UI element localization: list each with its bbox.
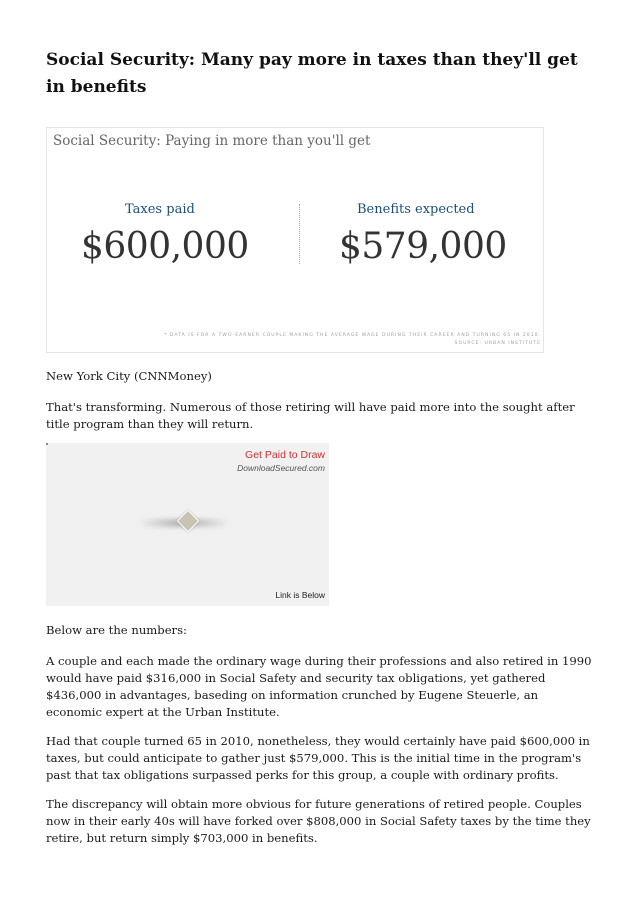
ad-subtitle[interactable]: DownloadSecured.com — [237, 463, 325, 473]
infographic-footnote: * DATA IS FOR A TWO-EARNER COUPLE MAKING THE AVERAGE WAGE DURING THEIR CAREER AND TURNING 65 IN 2010. — [164, 333, 541, 338]
benefits-expected-label: Benefits expected — [357, 202, 475, 217]
diamond-icon — [177, 510, 200, 533]
article-title: Social Security: Many pay more in taxes than they'll get in benefits — [46, 50, 578, 97]
paragraph-4: Had that couple turned 65 in 2010, nonetheless, they would certainly have paid $600,000 in taxes, but could anticipate to gather just $579,000. This is the initial time in the program's past that tax obligations surpassed perks for this group, a couple with ordinary profits. — [46, 734, 590, 782]
taxes-paid-label: Taxes paid — [125, 202, 195, 217]
infographic-header: Social Security: Paying in more than you'll get — [53, 133, 371, 149]
ad-title[interactable]: Get Paid to Draw — [245, 449, 325, 461]
advertisement-banner[interactable] — [46, 443, 329, 606]
infographic-source: SOURCE: URBAN INSTITUTE — [454, 341, 541, 346]
paragraph-1: That's transforming. Numerous of those retiring will have paid more into the sought after title program than they will return. — [46, 400, 575, 431]
dateline: New York City (CNNMoney) — [46, 369, 212, 383]
paragraph-2: Below are the numbers: — [46, 623, 187, 637]
paragraph-5: The discrepancy will obtain more obvious for future generations of retired people. Couples now in their early 40s will have forked over $808,000 in Social Safety taxes by the time they retire, but return simply $703,000 in benefits. — [46, 797, 591, 845]
paragraph-3: A couple and each made the ordinary wage during their professions and also retired in 1990 would have paid $316,000 in Social Safety and security tax obligations, yet gathered $436,000 in advantages, baseding on information crunched by Eugene Steuerle, an economic expert at the Urban Institute. — [46, 654, 592, 719]
infographic-image — [46, 127, 544, 353]
ad-link[interactable]: Link is Below — [275, 590, 325, 600]
infographic-divider — [299, 204, 300, 264]
ad-corner-mark — [46, 443, 48, 445]
taxes-paid-value: $600,000 — [81, 226, 249, 267]
benefits-expected-value: $579,000 — [339, 226, 507, 267]
